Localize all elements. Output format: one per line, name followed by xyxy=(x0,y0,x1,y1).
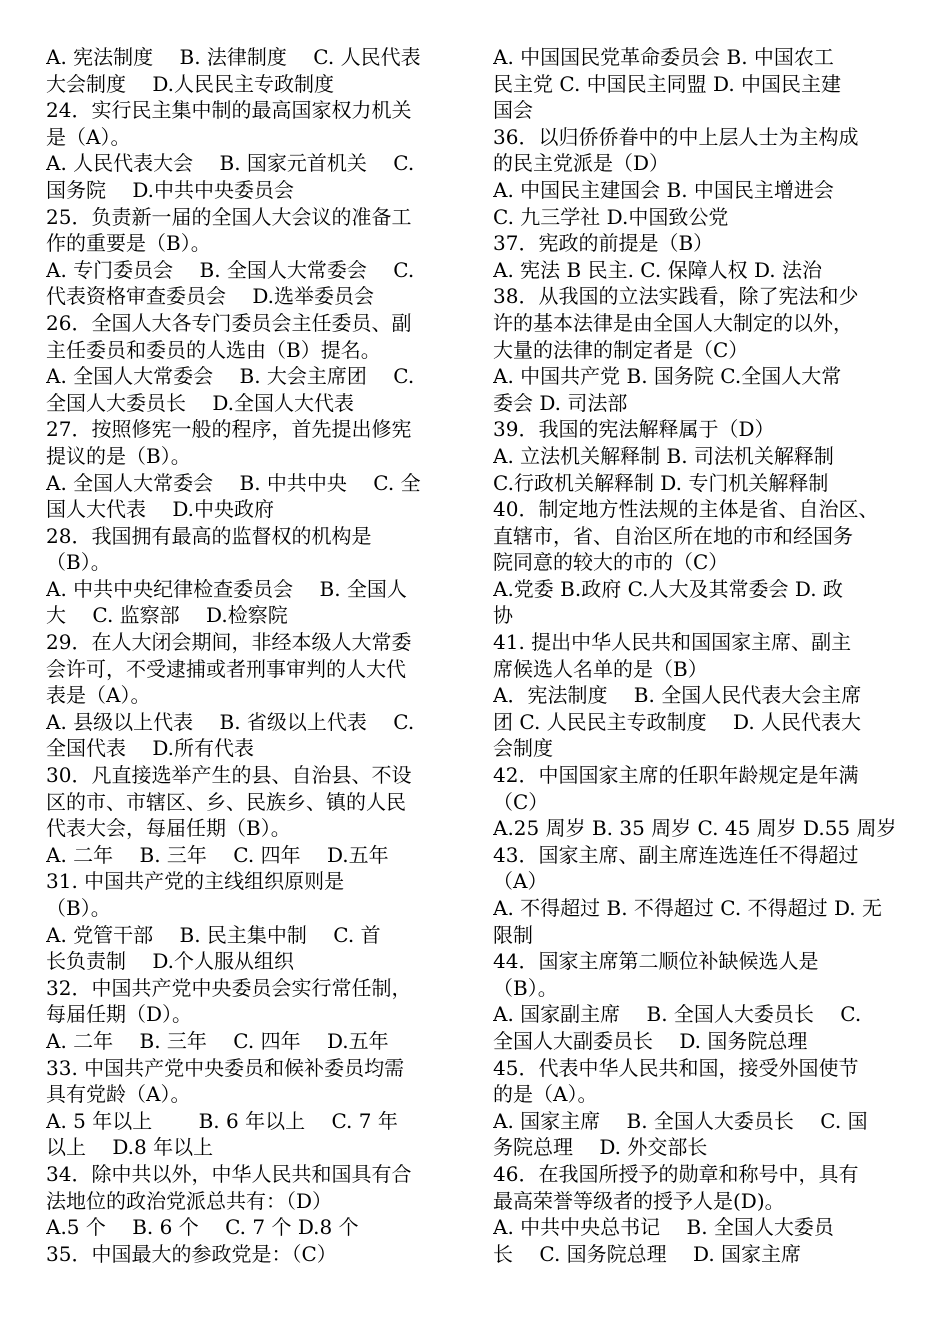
text-line: A. 二年 B. 三年 C. 四年 D.五年 xyxy=(46,842,389,867)
text-line: 主任委员和委员的人选由（B）提名。 xyxy=(46,337,381,362)
text-line: 国人大代表 D.中央政府 xyxy=(46,497,275,522)
text-line: 最高荣誉等级者的授予人是(D)。 xyxy=(493,1188,785,1213)
text-line: 42．中国国家主席的任职年龄规定是年满 xyxy=(493,763,859,788)
text-line: A. 国家主席 B. 全国人大委员长 C. 国 xyxy=(493,1108,868,1133)
text-line: A. 国家副主席 B. 全国人大委员长 C. xyxy=(493,1002,862,1027)
text-line: 委会 D. 司法部 xyxy=(493,390,628,415)
text-line: 全国人大委员长 D.全国人大代表 xyxy=(46,390,355,415)
text-line: A. 人民代表大会 B. 国家元首机关 C. xyxy=(46,151,415,176)
text-line: A．宪法制度 B. 全国人民代表大会主席 xyxy=(493,683,862,708)
text-line: C.行政机关解释制 D. 专门机关解释制 xyxy=(493,470,829,495)
text-line: A. 中共中央总书记 B. 全国人大委员 xyxy=(493,1215,834,1240)
text-line: A. 党管干部 B. 民主集中制 C. 首 xyxy=(46,922,381,947)
text-line: 43．国家主席、副主席连选连任不得超过 xyxy=(493,842,859,867)
text-line: A. 中共中央纪律检查委员会 B. 全国人 xyxy=(46,576,407,601)
text-line: 大量的法律的制定者是（C） xyxy=(493,337,749,362)
text-line: A. 专门委员会 B. 全国人大常委会 C. xyxy=(46,257,415,282)
text-line: 长负责制 D.个人服从组织 xyxy=(46,949,295,974)
text-line: 每届任期（D）。 xyxy=(46,1002,193,1027)
text-line: 长 C. 国务院总理 D. 国家主席 xyxy=(493,1241,802,1266)
text-line: 作的重要是（B）。 xyxy=(46,231,211,256)
text-line: 39．我国的宪法解释属于（D） xyxy=(493,417,775,442)
text-line: 24．实行民主集中制的最高国家权力机关 xyxy=(46,98,412,123)
text-line: 27．按照修宪一般的程序，首先提出修宪 xyxy=(46,417,412,442)
text-line: 席候选人名单的是（B） xyxy=(493,656,708,681)
text-line: 代表大会，每届任期（B）。 xyxy=(46,816,291,841)
text-line: A. 二年 B. 三年 C. 四年 D.五年 xyxy=(46,1028,389,1053)
text-line: 国会 xyxy=(493,98,533,123)
text-line: 团 C. 人民民主专政制度 D. 人民代表大 xyxy=(493,709,862,734)
text-line: 32．中国共产党中央委员会实行常任制， xyxy=(46,975,412,1000)
text-line: C. 九三学社 D.中国致公党 xyxy=(493,204,729,229)
text-line: 是（A）。 xyxy=(46,124,131,149)
text-line: 31. 中国共产党的主线组织原则是 xyxy=(46,869,345,894)
text-line: 表是（A）。 xyxy=(46,683,151,708)
text-line: 代表资格审查委员会 D.选举委员会 xyxy=(46,284,375,309)
text-line: 法地位的政治党派总共有：（D） xyxy=(46,1188,333,1213)
text-line: 全国代表 D.所有代表 xyxy=(46,736,255,761)
text-line: A.5 个 B. 6 个 C. 7 个 D.8 个 xyxy=(46,1215,359,1240)
text-line: 提议的是（B）。 xyxy=(46,443,191,468)
text-line: A. 全国人大常委会 B. 大会主席团 C. xyxy=(46,364,415,389)
text-line: （C） xyxy=(493,789,549,814)
text-line: 40．制定地方性法规的主体是省、自治区、 xyxy=(493,497,879,522)
text-line: 26．全国人大各专门委员会主任委员、副 xyxy=(46,310,412,335)
text-line: 46．在我国所授予的勋章和称号中，具有 xyxy=(493,1161,859,1186)
text-line: 45．代表中华人民共和国，接受外国使节 xyxy=(493,1055,859,1080)
text-line: A. 宪法 B 民主. C. 保障人权 D. 法治 xyxy=(493,257,822,282)
text-line: 全国人大副委员长 D. 国务院总理 xyxy=(493,1028,808,1053)
text-line: 44．国家主席第二顺位补缺候选人是 xyxy=(493,949,819,974)
text-line: 限制 xyxy=(493,922,533,947)
text-line: A. 宪法制度 B. 法律制度 C. 人民代表 xyxy=(46,45,421,69)
left-text-column xyxy=(46,44,452,1267)
text-line: A. 中国国民党革命委员会 B. 中国农工 xyxy=(493,45,834,69)
text-line: 协 xyxy=(493,603,513,628)
text-line: A. 全国人大常委会 B. 中共中央 C. 全 xyxy=(46,470,421,495)
text-line: 28．我国拥有最高的监督权的机构是 xyxy=(46,523,372,548)
text-line: 29．在人大闭会期间，非经本级人大常委 xyxy=(46,630,412,655)
text-line: （B）。 xyxy=(46,550,111,575)
text-line: 41. 提出中华人民共和国国家主席、副主 xyxy=(493,630,852,655)
text-line: A. 中国共产党 B. 国务院 C.全国人大常 xyxy=(493,364,842,389)
text-line: 36．以归侨侨眷中的中上层人士为主构成 xyxy=(493,124,859,149)
text-line: 34．除中共以外，中华人民共和国具有合 xyxy=(46,1161,412,1186)
text-line: A. 中国民主建国会 B. 中国民主增进会 xyxy=(493,177,834,202)
text-line: （B）。 xyxy=(493,975,558,1000)
text-line: 区的市、市辖区、乡、民族乡、镇的人民 xyxy=(46,789,406,814)
text-line: 38．从我国的立法实践看，除了宪法和少 xyxy=(493,284,859,309)
text-line: 37．宪政的前提是（B） xyxy=(493,231,714,256)
text-line: （B）。 xyxy=(46,896,111,920)
text-line: A. 5 年以上 B. 6 年以上 C. 7 年 xyxy=(46,1108,398,1133)
text-line: 大 C. 监察部 D.检察院 xyxy=(46,603,288,628)
text-line: 民主党 C. 中国民主同盟 D. 中国民主建 xyxy=(493,71,842,96)
text-line: A.党委 B.政府 C.人大及其常委会 D. 政 xyxy=(493,576,843,601)
text-line: 25．负责新一届的全国人大会议的准备工 xyxy=(46,204,412,229)
text-line: 33. 中国共产党中央委员和候补委员均需 xyxy=(46,1055,405,1080)
text-line: 会许可，不受逮捕或者刑事审判的人大代 xyxy=(46,656,406,681)
text-line: 直辖市，省、自治区所在地的市和经国务 xyxy=(493,523,853,548)
right-text-column xyxy=(493,44,913,1267)
text-line: （A） xyxy=(493,869,548,894)
text-line: 大会制度 D.人民民主专政制度 xyxy=(46,71,335,96)
text-line: 院同意的较大的市的（C） xyxy=(493,550,729,575)
text-line: 务院总理 D. 外交部长 xyxy=(493,1135,708,1160)
text-line: A. 县级以上代表 B. 省级以上代表 C. xyxy=(46,709,415,734)
text-line: 会制度 xyxy=(493,736,553,761)
text-line: 的民主党派是（D） xyxy=(493,151,670,176)
text-line: 具有党龄（A）。 xyxy=(46,1082,191,1107)
text-line: 的是（A）。 xyxy=(493,1082,598,1107)
text-line: A.25 周岁 B. 35 周岁 C. 45 周岁 D.55 周岁 xyxy=(493,816,897,841)
text-line: 国务院 D.中共中央委员会 xyxy=(46,177,295,202)
text-line: A. 不得超过 B. 不得超过 C. 不得超过 D. 无 xyxy=(493,896,882,920)
text-line: A. 立法机关解释制 B. 司法机关解释制 xyxy=(493,443,834,468)
text-line: 许的基本法律是由全国人大制定的以外， xyxy=(493,310,853,335)
text-line: 35．中国最大的参政党是：（C） xyxy=(46,1241,337,1266)
text-line: 30．凡直接选举产生的县、自治县、不设 xyxy=(46,763,412,788)
text-line: 以上 D.8 年以上 xyxy=(46,1135,214,1160)
